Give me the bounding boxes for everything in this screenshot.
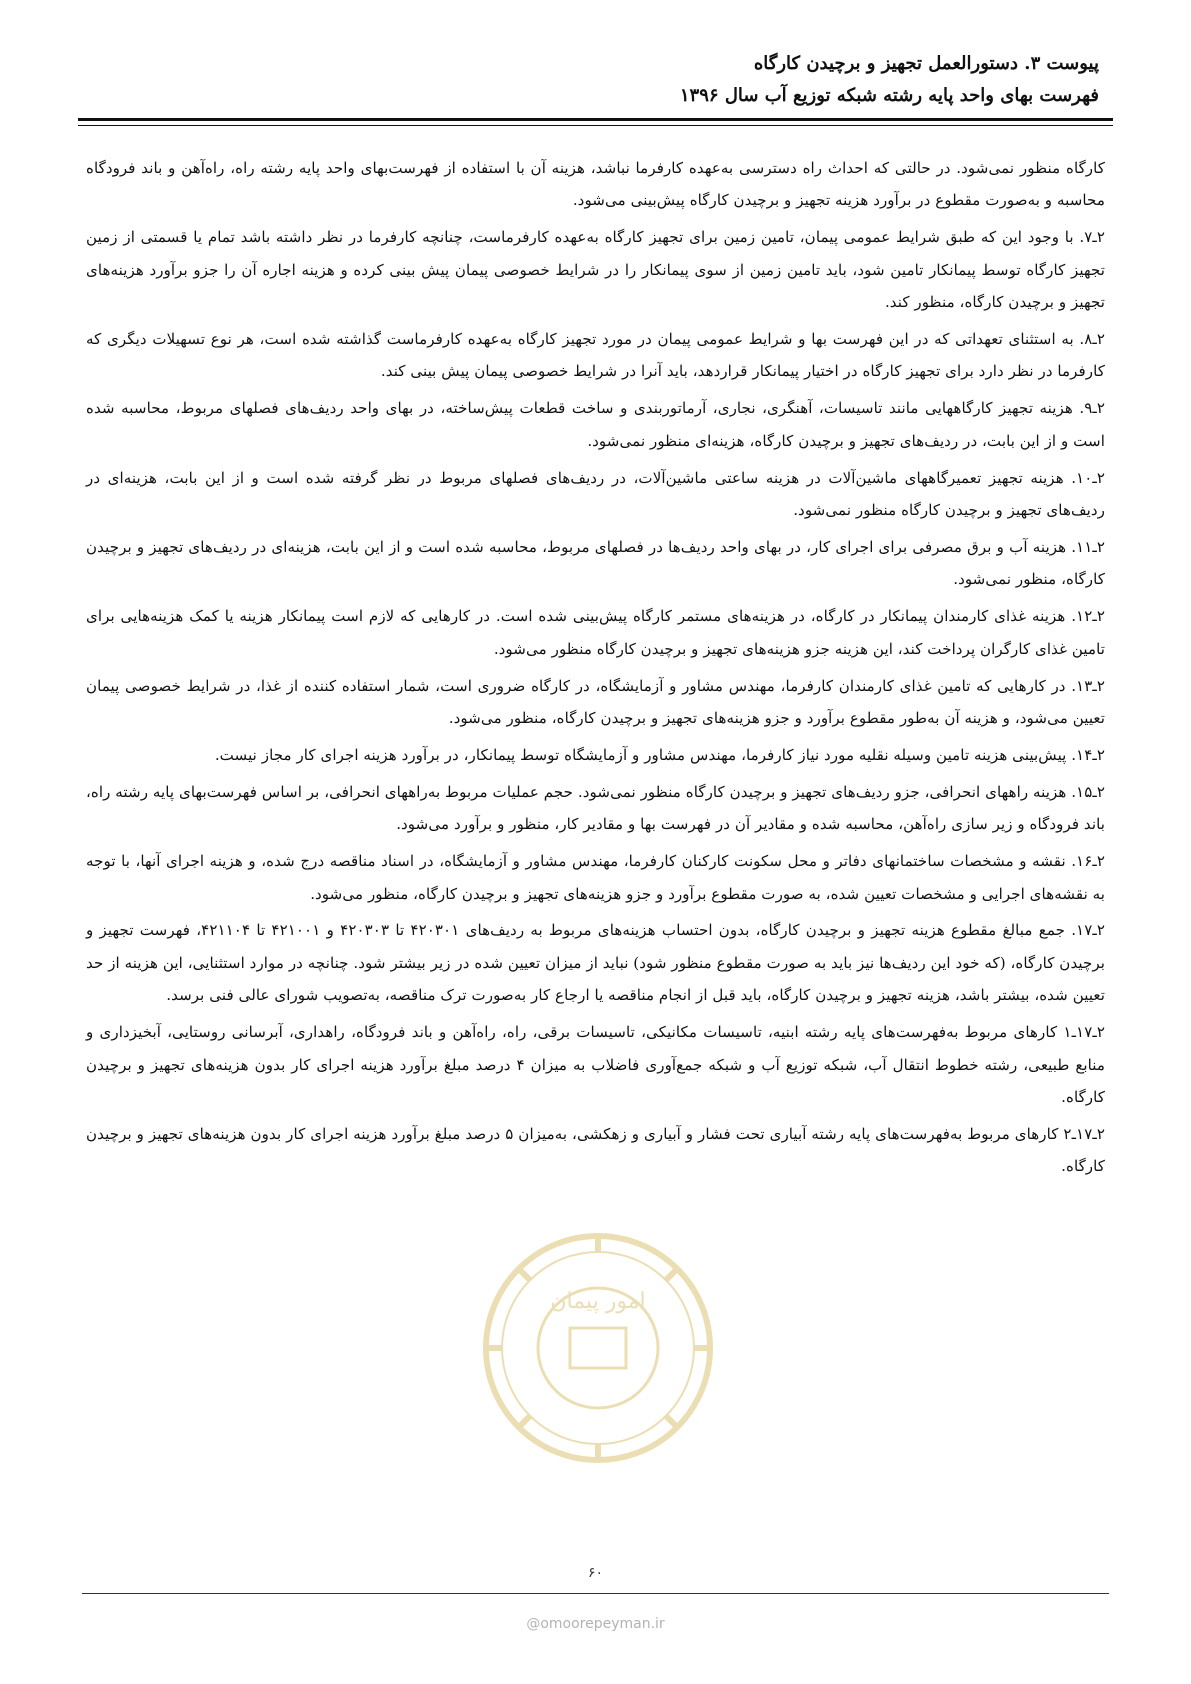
paragraph: ۲ـ۱۴. پیش‌بینی هزینه تامین وسیله نقلیه مورد نیاز کارفرما، مهندس مشاور و آزمایشگاه توسط پیمانکار، در برآورد هزینه اجرای کار مجاز نیست.: [214, 745, 1105, 764]
paragraph: ۲ـ۱۵. هزینه راههای انحرافی، جزو ردیف‌های تجهیز و برچیدن کارگاه منظور نمی‌شود. حجم عملیات مربوط به‌راههای انحرافی، بر اساس فهرست‌بهای پایه رشته راه، باند فرودگاه و زیر سازی راه‌آهن، محاسبه شده و مقادیر آن در فهرست بها و مقادیر کار، منظور و برآورد می‌شود.: [86, 782, 1105, 834]
paragraph: ۲ـ۱۳. در کارهایی که تامین غذای کارمندان کارفرما، مهندس مشاور و آزمایشگاه، در کارگاه ضروری است، شمار استفاده کننده از غذا، در شرایط خصوصی پیمان تعیین می‌شود، و هزینه آن به‌طور مقطوع برآورد و جزو هزینه‌های تجهیز و برچیدن کارگاه، منظور می‌شود.: [86, 676, 1105, 727]
header-subtitle: فهرست بهای واحد پایه رشته شبکه توزیع آب سال ۱۳۹۶: [679, 85, 1099, 106]
header-rule-thick: [78, 118, 1113, 121]
paragraph: کارگاه منظور نمی‌شود. در حالتی که احداث راه دسترسی به‌عهده کارفرما نباشد، هزینه آن با استفاده از فهرست‌بهای واحد پایه رشته راه، راه‌آهن و باند فرودگاه محاسبه و به‌صورت مقطوع در برآورد هزینه تجهیز و برچیدن کارگاه پیش‌بینی می‌شود.: [86, 159, 1105, 210]
paragraph: ۲ـ۱۷ـ۲ کارهای مربوط به‌فهرست‌های پایه رشته آبیاری تحت فشار و آبیاری و زهکشی، به‌میزان ۵ درصد مبلغ برآورد هزینه اجرای کار بدون هزینه‌های تجهیز و برچیدن کارگاه.: [86, 1124, 1105, 1176]
page-number: ۶۰: [587, 1565, 604, 1581]
paragraph: ۲ـ۱۱. هزینه آب و برق مصرفی برای اجرای کار، در بهای واحد ردیف‌ها در فصلهای مربوط، محاسبه شده است و از این بابت، هزینه‌ای در ردیف‌های تجهیز و برچیدن کارگاه، منظور نمی‌شود.: [86, 537, 1105, 589]
document-body: [86, 152, 1105, 1187]
footer-watermark: @omoorepeyman.ir: [526, 1616, 665, 1632]
paragraph: ۲ـ۱۲. هزینه غذای کارمندان پیمانکار در کارگاه، در هزینه‌های مستمر کارگاه پیش‌بینی شده است. در کارهایی که لازم است پیمانکار هزینه یا کمک هزینه‌هایی برای تامین غذای کارگران پرداخت کند، این هزینه جزو هزینه‌های تجهیز و برچیدن کارگاه منظور می‌شود.: [86, 607, 1105, 658]
paragraph: ۲ـ۹. هزینه تجهیز کارگاههایی مانند تاسیسات، آهنگری، نجاری، آرماتوربندی و ساخت قطعات پیش‌ساخته، در بهای واحد ردیف‌های فصلهای مربوط، محاسبه شده است و از این بابت، در ردیف‌های تجهیز و برچیدن کارگاه، هزینه‌ای منظور نمی‌شود.: [86, 399, 1105, 450]
paragraph: ۲ـ۱۰. هزینه تجهیز تعمیرگاههای ماشین‌آلات در هزینه ساعتی ماشین‌آلات، در ردیف‌های فصلهای مربوط در نظر گرفته شده است و از این بابت، هزینه‌ای در ردیف‌های تجهیز و برچیدن کارگاه منظور نمی‌شود.: [86, 468, 1105, 520]
watermark-stamp: [478, 1228, 718, 1468]
paragraph: ۲ـ۸. به استثنای تعهداتی که در این فهرست بها و شرایط عمومی پیمان در مورد تجهیز کارگاه به‌عهده کارفرماست گذاشته شده است، هر نوع تسهیلات دیگری که کارفرما در نظر دارد برای تجهیز کارگاه در اختیار پیمانکار قراردهد، باید آنرا در شرایط خصوصی پیمان پیش بینی کند.: [86, 330, 1105, 381]
header-rule-thin: [78, 125, 1113, 126]
header-title: پیوست ۳. دستورالعمل تجهیز و برچیدن کارگاه: [753, 53, 1099, 74]
paragraph: ۲ـ۷. با وجود این که طبق شرایط عمومی پیمان، تامین زمین برای تجهیز کارگاه به‌عهده کارفرماست، چنانچه کارفرما در نظر داشته باشد تمام یا قسمتی از زمین تجهیز کارگاه توسط پیمانکار تامین شود، باید تامین زمین از سوی پیمانکار را در شرایط خصوصی پیمان پیش بینی کرده و هزینه اجاره آن را جزو برآورد هزینه‌های تجهیز و برچیدن کارگاه، منظور کند.: [86, 228, 1105, 312]
paragraph: ۲ـ۱۷ـ۱ کارهای مربوط به‌فهرست‌های پایه رشته ابنیه، تاسیسات مکانیکی، تاسیسات برقی، راه، راه‌آهن و باند فرودگاه، راهداری، آبرسانی روستایی، آبخیزداری و منابع طبیعی، رشته خطوط انتقال آب، شبکه توزیع آب و شبکه جمع‌آوری فاضلاب به میزان ۴ درصد مبلغ برآورد هزینه اجرای کار بدون هزینه‌های تجهیز و برچیدن کارگاه.: [86, 1023, 1105, 1106]
footer-rule: [82, 1593, 1109, 1594]
paragraph: ۲ـ۱۷. جمع مبالغ مقطوع هزینه تجهیز و برچیدن کارگاه، بدون احتساب هزینه‌های مربوط به ردیف‌های ۴۲۰۳۰۱ تا ۴۲۰۳۰۳ و ۴۲۱۰۰۱ تا ۴۲۱۱۰۴، فهرست تجهیز و برچیدن کارگاه، (که خود این ردیف‌ها نیز باید به صورت مقطوع منظور شود) نباید از میزان تعیین شده در زیر بیشتر شود. چنانچه در موارد استثنایی، این هزینه از حد تعیین شده، بیشتر باشد، هزینه تجهیز و برچیدن کارگاه، باید قبل از انجام مناقصه یا ارجاع کار به‌صورت ترک مناقصه، به‌تصویب شورای عالی فنی برسد.: [86, 921, 1105, 1005]
paragraph: ۲ـ۱۶. نقشه و مشخصات ساختمانهای دفاتر و محل سکونت کارکنان کارفرما، مهندس مشاور و آزمایشگاه، در اسناد مناقصه درج شده، و هزینه اجرای آنها، با توجه به نقشه‌های اجرایی و مشخصات تعیین شده، به صورت مقطوع برآورد و جزو هزینه‌های تجهیز و برچیدن کارگاه، منظور می‌شود.: [86, 852, 1105, 903]
stamp-text: امور پیمان: [550, 1289, 646, 1314]
page-header: [90, 48, 1099, 112]
